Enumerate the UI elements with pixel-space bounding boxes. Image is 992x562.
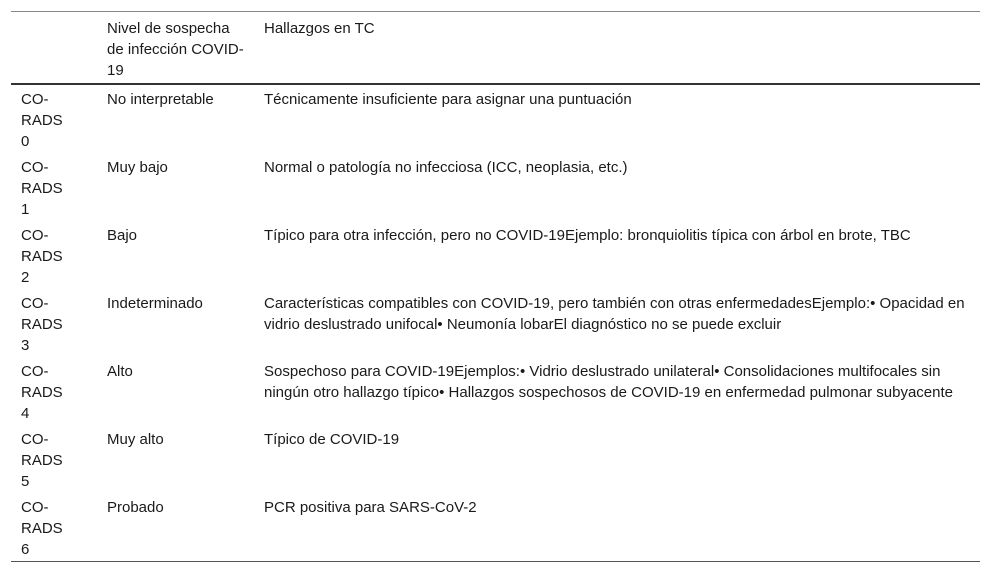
cell-code <box>11 153 97 221</box>
table-row <box>11 357 980 425</box>
table-row <box>11 153 980 221</box>
cell-code <box>11 425 97 493</box>
co-rads-table <box>11 11 980 562</box>
cell-code <box>11 493 97 562</box>
cell-level: Bajo <box>107 227 138 244</box>
co-rads-table-container <box>11 11 980 562</box>
cell-level: Muy alto <box>107 431 164 448</box>
header-code <box>11 12 97 85</box>
cell-finding: Sospechoso para COVID-19Ejemplos:• Vidrio deslustrado unilateral• Consolidaciones multifocales sin ningún otro hallazgo típico• Hallazgos sospechosos de COVID-19 en enfermedad pulmonar subyacente <box>264 363 953 401</box>
code-text: CO-RADS 5 <box>21 431 63 490</box>
cell-level: Alto <box>107 363 133 380</box>
cell-finding: Normal o patología no infecciosa (ICC, neoplasia, etc.) <box>264 159 628 176</box>
code-text: CO-RADS 1 <box>21 159 63 218</box>
cell-finding: Típico para otra infección, pero no COVID-19Ejemplo: bronquiolitis típica con árbol en brote, TBC <box>264 227 911 244</box>
table-header <box>11 12 980 85</box>
cell-finding: PCR positiva para SARS-CoV-2 <box>264 499 477 516</box>
cell-finding: Típico de COVID-19 <box>264 431 400 448</box>
table-row <box>11 221 980 289</box>
code-text: CO-RADS 2 <box>21 227 63 286</box>
header-suspicion-level: Nivel de sospecha de infección COVID-19 <box>107 20 244 79</box>
cell-finding: Técnicamente insuficiente para asignar una puntuación <box>264 91 632 108</box>
code-text: CO-RADS 3 <box>21 295 63 354</box>
cell-level: Probado <box>107 499 164 516</box>
table-row <box>11 84 980 153</box>
code-text: CO-RADS 0 <box>21 91 63 150</box>
code-text: CO-RADS 4 <box>21 363 63 422</box>
cell-code <box>11 289 97 357</box>
cell-code <box>11 357 97 425</box>
table-row <box>11 493 980 562</box>
header-ct-findings: Hallazgos en TC <box>264 20 375 37</box>
cell-finding: Características compatibles con COVID-19, pero también con otras enfermedadesEjemplo:• Opacidad en vidrio deslustrado unifocal• Neumonía lobarEl diagnóstico no se puede excluir <box>264 295 965 333</box>
code-text: CO-RADS 6 <box>21 499 63 558</box>
cell-level: Indeterminado <box>107 295 203 312</box>
table-row <box>11 425 980 493</box>
cell-code <box>11 84 97 153</box>
cell-code <box>11 221 97 289</box>
cell-level: No interpretable <box>107 91 214 108</box>
table-body <box>11 84 980 562</box>
header-row <box>11 12 980 85</box>
cell-level: Muy bajo <box>107 159 168 176</box>
table-row <box>11 289 980 357</box>
